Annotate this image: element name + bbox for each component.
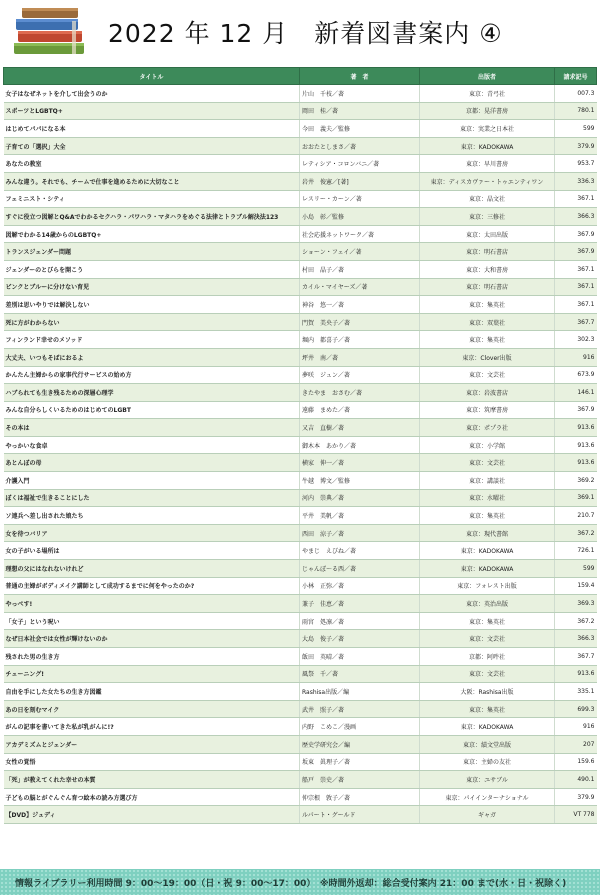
- book-title: やっかいな食卓: [4, 436, 300, 454]
- book-publisher: 東京：三修社: [420, 208, 555, 226]
- book-author: 御木本 あかり／著: [300, 436, 420, 454]
- table-row: [4, 243, 597, 261]
- book-author: 片山 千枝／著: [300, 85, 420, 103]
- table-row: [4, 348, 597, 366]
- book-call-number: 336.3: [555, 172, 597, 190]
- book-title: すぐに役立つ図解とQ&Aでわかるセクハラ・パワハラ・マタハラをめぐる法律とトラブル解決法123: [4, 208, 300, 226]
- book-publisher: 東京：大和書房: [420, 260, 555, 278]
- book-author: ショーン・フェイ／著: [300, 243, 420, 261]
- book-title: 女を待つバリア: [4, 524, 300, 542]
- column-header-call-number: 請求記号: [555, 68, 597, 85]
- book-title: かんたん主婦からの家事代行サービスの始め方: [4, 366, 300, 384]
- book-publisher: 東京：KADOKAWA: [420, 542, 555, 560]
- book-publisher: 東京：ポプラ社: [420, 419, 555, 437]
- book-title: スポーツとLGBTQ+: [4, 102, 300, 120]
- book-author: 堀内 都喜子／著: [300, 331, 420, 349]
- book-title: やっぺす!: [4, 595, 300, 613]
- table-row: [4, 753, 597, 771]
- book-call-number: 367.9: [555, 243, 597, 261]
- table-row: [4, 577, 597, 595]
- book-call-number: 302.3: [555, 331, 597, 349]
- table-row: [4, 313, 597, 331]
- table-row: [4, 172, 597, 190]
- book-author: 船戸 崇史／著: [300, 771, 420, 789]
- table-row: [4, 331, 597, 349]
- book-title: 「女子」という呪い: [4, 612, 300, 630]
- table-row: [4, 700, 597, 718]
- book-publisher: 東京：集英社: [420, 296, 555, 314]
- book-call-number: 367.1: [555, 296, 597, 314]
- book-title: がんの記事を書いてきた私が乳がんに!?: [4, 718, 300, 736]
- book-publisher: 東京：主婦の友社: [420, 753, 555, 771]
- table-row: [4, 120, 597, 138]
- book-call-number: 913.6: [555, 419, 597, 437]
- book-title: 普通の主婦がボディメイク講師として成功するまでに何をやったのか?: [4, 577, 300, 595]
- book-publisher: 東京：文芸社: [420, 630, 555, 648]
- book-publisher: 東京：文芸社: [420, 366, 555, 384]
- book-call-number: 913.6: [555, 665, 597, 683]
- book-author: カイル・マイヤーズ／著: [300, 278, 420, 296]
- book-call-number: 159.4: [555, 577, 597, 595]
- book-call-number: 367.7: [555, 648, 597, 666]
- book-call-number: 367.2: [555, 524, 597, 542]
- book-author: 坪井 南／著: [300, 348, 420, 366]
- book-author: 飯田 英晴／著: [300, 648, 420, 666]
- book-author: 又吉 直樹／著: [300, 419, 420, 437]
- book-author: 雨宮 処凛／著: [300, 612, 420, 630]
- book-publisher: 東京：フォレスト出版: [420, 577, 555, 595]
- book-call-number: 367.1: [555, 278, 597, 296]
- table-row: [4, 630, 597, 648]
- book-title: 女子はなぜネットを介して出会うのか: [4, 85, 300, 103]
- book-title: 死に方がわからない: [4, 313, 300, 331]
- book-call-number: 599: [555, 560, 597, 578]
- book-title: ピンクとブルーに分けない育児: [4, 278, 300, 296]
- book-author: 河内 崇典／著: [300, 489, 420, 507]
- book-publisher: 東京：水曜社: [420, 489, 555, 507]
- book-call-number: 916: [555, 348, 597, 366]
- book-call-number: 379.9: [555, 788, 597, 806]
- table-row: [4, 366, 597, 384]
- book-title: 図解でわかる14歳からのLGBTQ+: [4, 225, 300, 243]
- book-title: ソ連兵へ差し出された娘たち: [4, 507, 300, 525]
- book-publisher: 東京：小学館: [420, 436, 555, 454]
- table-row: [4, 489, 597, 507]
- book-publisher: 京都：晃洋書房: [420, 102, 555, 120]
- table-row: [4, 648, 597, 666]
- book-title: みんな自分らしくいるためのはじめてのLGBT: [4, 401, 300, 419]
- table-row: [4, 524, 597, 542]
- book-publisher: 東京：実業之日本社: [420, 120, 555, 138]
- book-author: 仲宗根 敦子／著: [300, 788, 420, 806]
- book-author: 小島 彰／監修: [300, 208, 420, 226]
- book-call-number: 367.9: [555, 225, 597, 243]
- book-title: なぜ日本社会では女性が輝けないのか: [4, 630, 300, 648]
- book-author: じゃんぽ～る西／著: [300, 560, 420, 578]
- book-publisher: 東京：パイインターナショナル: [420, 788, 555, 806]
- table-row: [4, 190, 597, 208]
- book-publisher: 東京：早川書房: [420, 155, 555, 173]
- book-publisher: 東京：双葉社: [420, 313, 555, 331]
- book-publisher: 東京：集英社: [420, 612, 555, 630]
- book-author: レスリー・カーン／著: [300, 190, 420, 208]
- book-author: 風祭 千／著: [300, 665, 420, 683]
- book-publisher: 東京：現代書館: [420, 524, 555, 542]
- book-call-number: 369.3: [555, 595, 597, 613]
- table-row: [4, 472, 597, 490]
- table-row: [4, 436, 597, 454]
- book-author: 大島 俊子／著: [300, 630, 420, 648]
- table-row: [4, 806, 597, 824]
- book-author: きたやま おさむ／著: [300, 384, 420, 402]
- book-publisher: 東京：明石書店: [420, 278, 555, 296]
- book-author: 横家 伸一／著: [300, 454, 420, 472]
- book-author: 神谷 悠一／著: [300, 296, 420, 314]
- column-header-publisher: 出版者: [420, 68, 555, 85]
- book-title: フィンランド幸せのメソッド: [4, 331, 300, 349]
- book-call-number: 913.6: [555, 436, 597, 454]
- book-author: 平井 美帆／著: [300, 507, 420, 525]
- book-title: 差別は思いやりでは解決しない: [4, 296, 300, 314]
- book-title: 女性の覚悟: [4, 753, 300, 771]
- book-title: 残された男の生き方: [4, 648, 300, 666]
- book-call-number: 379.9: [555, 137, 597, 155]
- book-title: みんな違う。それでも、チームで仕事を進めるために大切なこと: [4, 172, 300, 190]
- book-title: あとんぼの母: [4, 454, 300, 472]
- book-publisher: 東京：ユサブル: [420, 771, 555, 789]
- book-author: 内野 こめこ／漫画: [300, 718, 420, 736]
- book-call-number: 367.1: [555, 190, 597, 208]
- book-publisher: ギャガ: [420, 806, 555, 824]
- book-title: あなたの教室: [4, 155, 300, 173]
- book-publisher: 東京：ディスカヴァー・トゥエンティワン: [420, 172, 555, 190]
- column-header-title: タイトル: [4, 68, 300, 85]
- book-title: 子育ての「選択」大全: [4, 137, 300, 155]
- book-publisher: 大阪：Rashisa出版: [420, 683, 555, 701]
- book-publisher: 東京：講談社: [420, 472, 555, 490]
- table-row: [4, 454, 597, 472]
- stacked-books-icon: [12, 5, 90, 57]
- book-publisher: 東京：集英社: [420, 507, 555, 525]
- footer-banner: [0, 869, 600, 895]
- book-author: おおたとしまさ／著: [300, 137, 420, 155]
- book-call-number: 159.6: [555, 753, 597, 771]
- book-title: その本は: [4, 419, 300, 437]
- book-call-number: 367.9: [555, 401, 597, 419]
- book-title: ぼくは福祉で生きることにした: [4, 489, 300, 507]
- book-author: Rashisa出版／編: [300, 683, 420, 701]
- table-row: [4, 542, 597, 560]
- book-author: 西田 涼子／著: [300, 524, 420, 542]
- book-title: 【DVD】ジュディ: [4, 806, 300, 824]
- book-call-number: VT 778: [555, 806, 597, 824]
- table-row: [4, 102, 597, 120]
- book-call-number: 367.1: [555, 260, 597, 278]
- book-title: ジェンダーのとびらを開こう: [4, 260, 300, 278]
- book-call-number: 369.1: [555, 489, 597, 507]
- book-author: 岩井 俊憲／[著]: [300, 172, 420, 190]
- book-call-number: 367.7: [555, 313, 597, 331]
- table-row: [4, 612, 597, 630]
- book-publisher: 東京：文芸社: [420, 665, 555, 683]
- table-row: [4, 419, 597, 437]
- book-call-number: 673.9: [555, 366, 597, 384]
- book-call-number: 366.3: [555, 630, 597, 648]
- book-publisher: 東京：明石書店: [420, 243, 555, 261]
- table-row: [4, 560, 597, 578]
- book-publisher: 東京：集英社: [420, 331, 555, 349]
- table-row: [4, 208, 597, 226]
- book-author: 坂東 眞理子／著: [300, 753, 420, 771]
- book-title: 自由を手にした女たちの生き方図鑑: [4, 683, 300, 701]
- book-call-number: 599: [555, 120, 597, 138]
- book-title: チューニング!: [4, 665, 300, 683]
- book-title: 大丈夫、いつもそばにおるよ: [4, 348, 300, 366]
- table-row: [4, 278, 597, 296]
- book-author: 今田 義夫／監修: [300, 120, 420, 138]
- book-publisher: 京都：阿吽社: [420, 648, 555, 666]
- book-call-number: 335.1: [555, 683, 597, 701]
- book-title: 「死」が教えてくれた幸せの本質: [4, 771, 300, 789]
- table-row: [4, 595, 597, 613]
- table-row: [4, 401, 597, 419]
- table-row: [4, 683, 597, 701]
- table-row: [4, 718, 597, 736]
- book-author: 歴史学研究会／編: [300, 735, 420, 753]
- book-author: 牛越 博文／監修: [300, 472, 420, 490]
- book-title: 子どもの脳とがぐんぐん育つ絵本の読み方選び方: [4, 788, 300, 806]
- table-row: [4, 788, 597, 806]
- page-title: 2022 年 12 月 新着図書案内 ④: [108, 19, 503, 48]
- book-publisher: 東京：青弓社: [420, 85, 555, 103]
- table-row: [4, 260, 597, 278]
- book-publisher: 東京：集英社: [420, 700, 555, 718]
- book-title: トランスジェンダー問題: [4, 243, 300, 261]
- book-author: 社会応援ネットワーク／著: [300, 225, 420, 243]
- book-call-number: 210.7: [555, 507, 597, 525]
- book-call-number: 369.2: [555, 472, 597, 490]
- book-call-number: 699.3: [555, 700, 597, 718]
- book-author: レティシア・コロンバニ／著: [300, 155, 420, 173]
- new-books-table: [3, 67, 596, 824]
- table-row: [4, 665, 597, 683]
- book-call-number: 913.6: [555, 454, 597, 472]
- book-call-number: 490.1: [555, 771, 597, 789]
- book-publisher: 東京：晶文社: [420, 190, 555, 208]
- book-call-number: 780.1: [555, 102, 597, 120]
- page-header: [0, 0, 600, 66]
- footer-hours-text: 情報ライブラリー利用時間 9：00～19：00（日・祝 9：00～17：00） ※時間外返却：総合受付案内 21：00 まで(水・日・祝除く): [15, 879, 567, 889]
- book-title: ハブられても生き残るための深層心理学: [4, 384, 300, 402]
- column-header-author: 著 者: [300, 68, 420, 85]
- book-publisher: 東京：Clover出版: [420, 348, 555, 366]
- book-author: 岡田 桂／著: [300, 102, 420, 120]
- book-title: 介護入門: [4, 472, 300, 490]
- book-author: やまじ えびね／著: [300, 542, 420, 560]
- book-publisher: 東京：文芸社: [420, 454, 555, 472]
- book-call-number: 007.3: [555, 85, 597, 103]
- table-row: [4, 771, 597, 789]
- table-row: [4, 155, 597, 173]
- table-row: [4, 137, 597, 155]
- book-call-number: 916: [555, 718, 597, 736]
- book-title: フェミニスト・シティ: [4, 190, 300, 208]
- book-call-number: 366.3: [555, 208, 597, 226]
- book-call-number: 367.2: [555, 612, 597, 630]
- table-row: [4, 225, 597, 243]
- book-author: 村田 晶子／著: [300, 260, 420, 278]
- book-title: 女の子がいる場所は: [4, 542, 300, 560]
- table-row: [4, 296, 597, 314]
- book-publisher: 東京：績文堂出版: [420, 735, 555, 753]
- book-title: アカデミズムとジェンダー: [4, 735, 300, 753]
- book-author: 武井 照子／著: [300, 700, 420, 718]
- book-title: 理想の父にはなれないけれど: [4, 560, 300, 578]
- table-row: [4, 507, 597, 525]
- book-author: 夢咲 ジュン／著: [300, 366, 420, 384]
- table-row: [4, 735, 597, 753]
- book-publisher: 東京：筑摩書房: [420, 401, 555, 419]
- table-row: [4, 85, 597, 103]
- book-publisher: 東京：英治出版: [420, 595, 555, 613]
- book-call-number: 146.1: [555, 384, 597, 402]
- book-publisher: 東京：岩波書店: [420, 384, 555, 402]
- book-publisher: 東京：KADOKAWA: [420, 137, 555, 155]
- book-author: ルパート・グールド: [300, 806, 420, 824]
- book-call-number: 207: [555, 735, 597, 753]
- table-row: [4, 384, 597, 402]
- book-author: 兼子 佳恵／著: [300, 595, 420, 613]
- book-publisher: 東京：KADOKAWA: [420, 560, 555, 578]
- book-author: 遠藤 まめた／著: [300, 401, 420, 419]
- book-publisher: 東京：KADOKAWA: [420, 718, 555, 736]
- book-title: あの日を刻むマイク: [4, 700, 300, 718]
- book-author: 門賀 美央子／著: [300, 313, 420, 331]
- book-call-number: 726.1: [555, 542, 597, 560]
- table-header-row: [4, 68, 597, 85]
- book-call-number: 953.7: [555, 155, 597, 173]
- book-author: 小林 正弥／著: [300, 577, 420, 595]
- book-title: はじめてパパになる本: [4, 120, 300, 138]
- book-publisher: 東京：太田出版: [420, 225, 555, 243]
